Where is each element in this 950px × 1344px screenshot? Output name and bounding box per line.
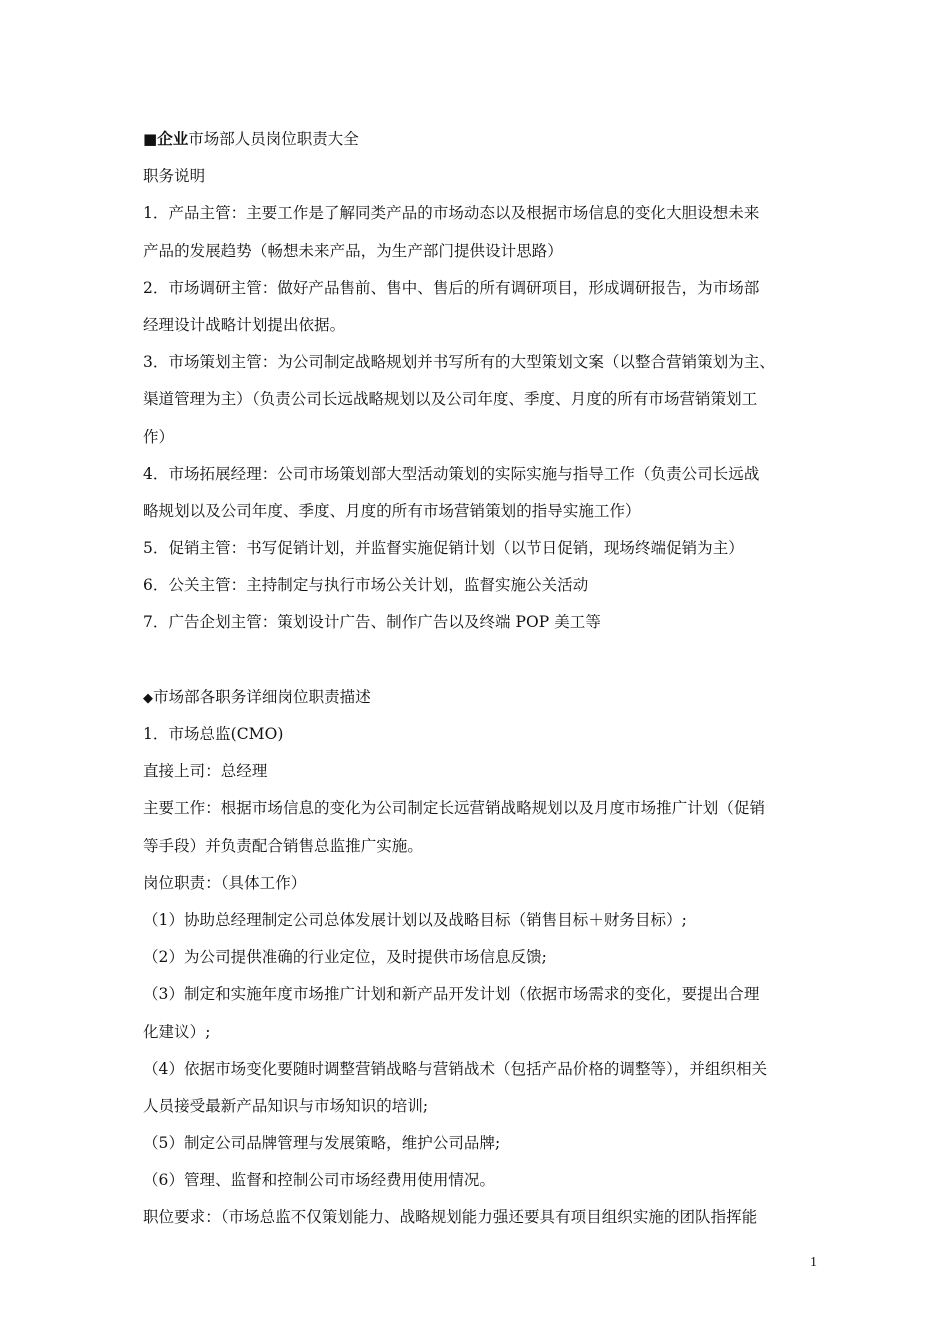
paragraph-line: 经理设计战略计划提出依据。 xyxy=(143,315,346,334)
paragraph-line: 化建议）; xyxy=(143,1022,211,1041)
paragraph-line: 人员接受最新产品知识与市场知识的培训; xyxy=(143,1096,429,1115)
paragraph-line: 2．市场调研主管：做好产品售前、售中、售后的所有调研项目，形成调研报告，为市场部 xyxy=(143,278,760,297)
black-square-icon: ■ xyxy=(143,130,158,148)
document-body xyxy=(143,121,815,1237)
detailed-duties-list xyxy=(143,716,815,1237)
page-number: 1 xyxy=(810,1255,817,1270)
paragraph-line: 7．广告企划主管：策划设计广告、制作广告以及终端 POP 美工等 xyxy=(143,613,601,632)
section-heading-detailed-duties xyxy=(143,679,815,716)
paragraph-line: 渠道管理为主）（负责公司长远战略规划以及公司年度、季度、月度的所有市场营销策划工 xyxy=(143,390,758,409)
paragraph-line: 等手段）并负责配合销售总监推广实施。 xyxy=(143,836,423,855)
paragraph-line: 略规划以及公司年度、季度、月度的所有市场营销策划的指导实施工作） xyxy=(143,501,641,520)
paragraph-line: （4）依据市场变化要随时调整营销战略与营销战术（包括产品价格的调整等），并组织相关 xyxy=(143,1059,768,1078)
paragraph-line: 5．促销主管：书写促销计划，并监督实施促销计划（以节日促销，现场终端促销为主） xyxy=(143,539,744,558)
job-description-list xyxy=(143,195,815,641)
section-heading-job-description: 职务说明 xyxy=(143,167,206,186)
paragraph-line: （3）制定和实施年度市场推广计划和新产品开发计划（依据市场需求的变化，要提出合理 xyxy=(143,985,760,1004)
diamond-bullet-icon: ◆ xyxy=(143,690,154,706)
paragraph-line: 6．公关主管：主持制定与执行市场公关计划，监督实施公关活动 xyxy=(143,576,589,595)
paragraph-line: 产品的发展趋势（畅想未来产品，为生产部门提供设计思路） xyxy=(143,241,563,260)
blank-line xyxy=(143,642,815,679)
paragraph-line: 职位要求：（市场总监不仅策划能力、战略规划能力强还要具有项目组织实施的团队指挥能 xyxy=(143,1208,758,1227)
paragraph-line: （2）为公司提供准确的行业定位，及时提供市场信息反馈; xyxy=(143,948,547,967)
paragraph-line: 岗位职责：（具体工作） xyxy=(143,873,307,892)
section-heading-text: 市场部各职务详细岗位职责描述 xyxy=(153,687,371,706)
paragraph-line: 1．市场总监(CMO) xyxy=(143,725,284,743)
paragraph-line: （5）制定公司品牌管理与发展策略，维护公司品牌; xyxy=(143,1134,501,1153)
paragraph-line: （1）协助总经理制定公司总体发展计划以及战略目标（销售目标＋财务目标）; xyxy=(143,910,687,929)
paragraph-line: 4．市场拓展经理：公司市场策划部大型活动策划的实际实施与指导工作（负责公司长远战 xyxy=(143,464,760,483)
paragraph-line: 直接上司：总经理 xyxy=(143,762,268,781)
document-title-bold: 企业 xyxy=(157,130,189,148)
paragraph-line: 1．产品主管：主要工作是了解同类产品的市场动态以及根据市场信息的变化大胆设想未来 xyxy=(143,204,760,223)
paragraph-line: 作） xyxy=(143,427,175,446)
document-title xyxy=(143,121,815,158)
paragraph-line: 主要工作：根据市场信息的变化为公司制定长远营销战略规划以及月度市场推广计划（促销 xyxy=(143,799,766,818)
paragraph-line: （6）管理、监督和控制公司市场经费用使用情况。 xyxy=(143,1171,496,1190)
paragraph-line: 3．市场策划主管：为公司制定战略规划并书写所有的大型策划文案（以整合营销策划为主、 xyxy=(143,353,775,372)
document-title-text: 市场部人员岗位职责大全 xyxy=(188,130,359,148)
